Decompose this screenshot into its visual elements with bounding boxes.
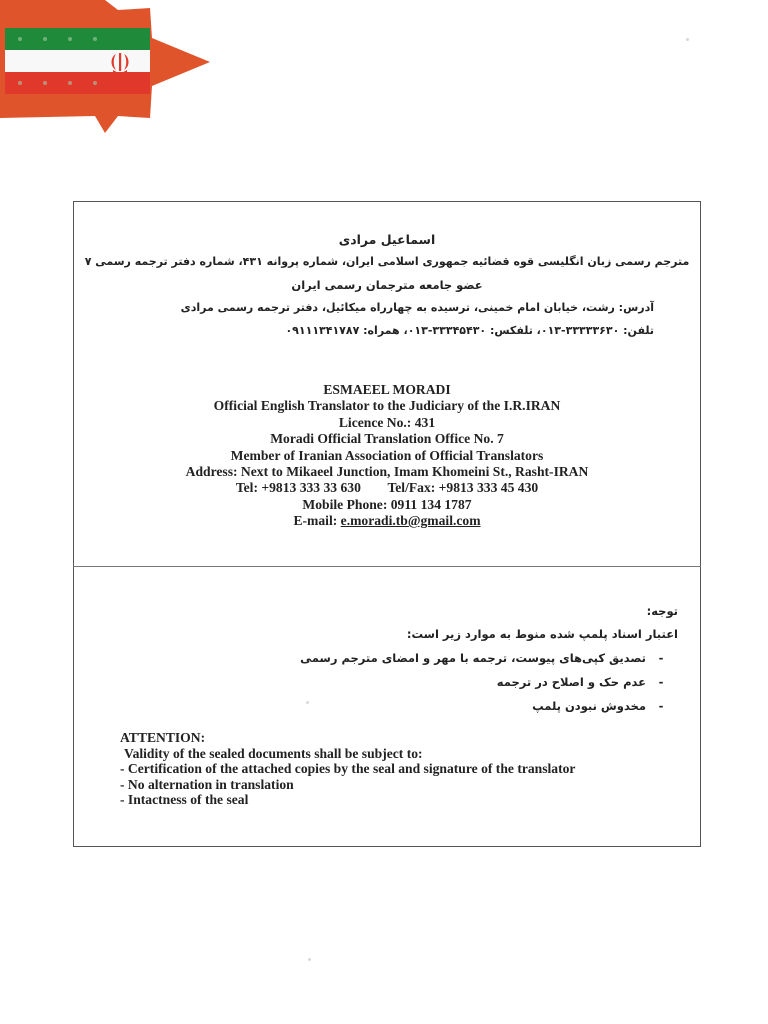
attention-item: - Certification of the attached copies by the seal and signature of the translator: [120, 761, 576, 777]
licence-number: Licence No.: 431: [338, 414, 436, 430]
scan-speck: [308, 958, 311, 961]
tel: Tel: +9813 333 33 630: [235, 480, 361, 496]
english-address: Address: Next to Mikaeel Junction, Imam Khomeini St., Rasht-IRAN: [185, 464, 589, 480]
persian-phones: تلفن: ۳۳۳۳۳۶۳۰-۰۱۳، تلفکس: ۳۳۳۴۵۴۳۰-۰۱۳، همراه: ۰۹۱۱۱۳۴۱۷۸۷: [285, 324, 654, 337]
attention-item: - No alternation in translation: [120, 776, 294, 792]
english-notice: [120, 730, 575, 808]
section-divider: [73, 566, 701, 567]
persian-translator-name: اسماعیل مرادی: [338, 232, 436, 247]
telfax: Tel/Fax: +9813 333 45 430: [387, 480, 539, 496]
persian-translator-title: مترجم رسمی زبان انگلیسی قوه قضائیه جمهوری اسلامی ایران، شماره پروانه ۴۳۱، شماره دفتر ترجمه رسمی ۷: [84, 255, 690, 268]
persian-notice-item: -مخدوش نبودن پلمپ: [532, 699, 664, 713]
attention-item: - Intactness of the seal: [120, 792, 249, 808]
email-label: E-mail:: [293, 513, 338, 529]
attention-intro: Validity of the sealed documents shall be subject to:: [124, 745, 423, 761]
persian-notice-heading: توجه:: [646, 604, 678, 618]
persian-address: آدرس: رشت، خیابان امام خمینی، ترسیده به چهارراه میکائیل، دفتر ترجمه رسمی مرادی: [180, 301, 654, 314]
scan-speck: [686, 38, 689, 41]
membership: Member of Iranian Association of Official Translators: [230, 447, 544, 463]
persian-notice-intro: اعتبار اسناد پلمپ شده منوط به موارد زیر است:: [406, 627, 678, 641]
english-header: [73, 382, 701, 530]
phone-line: [73, 480, 701, 496]
english-translator-name: ESMAEEL MORADI: [323, 382, 451, 397]
office-number: Moradi Official Translation Office No. 7: [270, 431, 504, 447]
persian-notice-item: -تصدیق کپی‌های پیوست، ترجمه با مهر و امضای مترجم رسمی: [300, 651, 664, 665]
mobile-phone: Mobile Phone: 0911 134 1787: [302, 496, 472, 512]
scan-speck: [306, 701, 309, 704]
persian-notice-item: -عدم حک و اصلاح در ترجمه: [496, 675, 664, 689]
email-line: [73, 513, 701, 529]
email-link[interactable]: e.moradi.tb@gmail.com: [340, 513, 481, 529]
iran-flag-emblem-icon: [0, 0, 215, 140]
english-translator-title: Official English Translator to the Judiciary of the I.R.IRAN: [213, 398, 561, 414]
persian-membership: عضو جامعه مترجمان رسمی ایران: [291, 278, 483, 292]
attention-heading: ATTENTION:: [120, 730, 206, 745]
